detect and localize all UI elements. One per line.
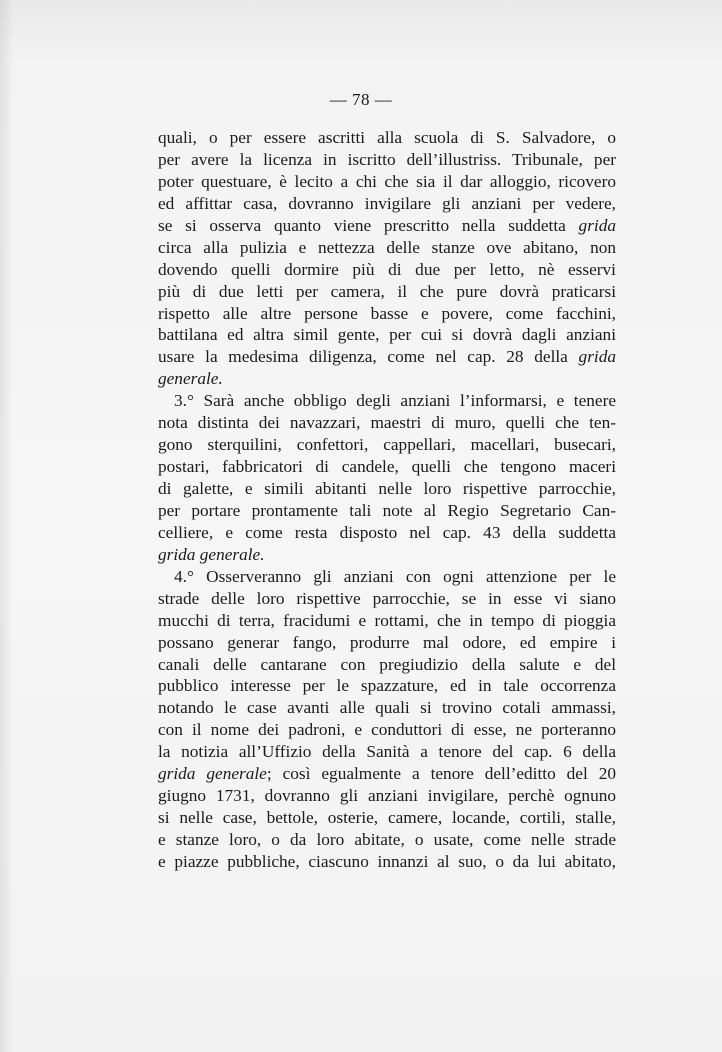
- text-segment: di galette, e simili abitanti nelle loro rispettive parrocchie,: [158, 479, 616, 498]
- text-segment: e piazze pubbliche, ciascuno innanzi al suo, o da lui abitato,: [158, 851, 616, 871]
- text-segment: con il nome dei padroni, e conduttori di esse, ne porteranno: [158, 720, 616, 740]
- text-line: [158, 807, 616, 829]
- text-line: [158, 785, 616, 807]
- text-segment: gono sterquilini, confettori, cappellari, macellari, busecari,: [158, 435, 616, 455]
- text-line: [158, 412, 616, 434]
- text-segment: 4.° Osserveranno gli anziani con ogni attenzione per le: [174, 566, 616, 586]
- text-line: [158, 237, 616, 259]
- text-segment: canali delle cantarane con pregiudizio della salute e del: [158, 654, 616, 674]
- text-segment: battilana ed altra simil gente, per cui si dovrà dagli anziani: [158, 325, 616, 345]
- italic-text: grida: [578, 215, 616, 235]
- text-line: [158, 697, 616, 719]
- text-line: [158, 346, 616, 368]
- text-line: [158, 390, 616, 412]
- page-edge-shadow: [0, 0, 14, 1052]
- text-line: [158, 675, 616, 697]
- text-line: [158, 127, 616, 149]
- text-line: [158, 324, 616, 346]
- text-segment: celliere, e come resta disposto nel cap. 43 della suddetta: [158, 522, 616, 542]
- page-number: — 78 —: [329, 90, 393, 109]
- text-segment: 3.° Sarà anche obbligo degli anziani l’informarsi, e tenere: [174, 391, 616, 411]
- text-line: [158, 610, 616, 632]
- text-segment: se si osserva quanto viene prescritto nella suddetta: [158, 215, 579, 235]
- text-line: [158, 500, 616, 522]
- text-segment: strade delle loro rispettive parrocchie, se in esse vi siano: [158, 588, 616, 608]
- text-segment: usare la medesima diligenza, come nel cap. 28 della: [158, 347, 579, 367]
- italic-text: grida generale: [158, 764, 267, 784]
- text-line: [158, 434, 616, 456]
- text-segment: mucchi di terra, fracidumi e rottami, che in tempo di pioggia: [158, 610, 616, 630]
- text-segment: rispetto alle altre persone basse e povere, come facchini,: [158, 303, 616, 323]
- text-line: [158, 281, 616, 303]
- text-segment: ed affittar casa, dovranno invigilare gli anziani per vedere,: [158, 193, 616, 213]
- text-line: [158, 741, 616, 763]
- text-segment: pubblico interesse per le spazzature, ed in tale occorrenza: [158, 676, 616, 696]
- text-line: [158, 149, 616, 171]
- text-segment: e stanze loro, o da loro abitate, o usate, come nelle strade: [158, 830, 616, 849]
- text-line: [158, 478, 616, 500]
- text-segment: per portare prontamente tali note al Regio Segretario Can-: [158, 500, 616, 520]
- text-line: [158, 259, 616, 281]
- body-text: [158, 127, 616, 873]
- text-segment: quali, o per essere ascritti alla scuola di S. Salvadore, o: [158, 128, 616, 147]
- text-segment: si nelle case, bettole, osterie, camere, locande, cortili, stalle,: [158, 808, 616, 828]
- text-line: [158, 632, 616, 654]
- text-segment: nota distinta dei navazzari, maestri di muro, quelli che ten-: [158, 413, 616, 433]
- text-line: [158, 851, 616, 873]
- text-segment: circa alla pulizia e nettezza delle stanze ove abitano, non: [158, 237, 616, 257]
- text-line: [158, 303, 616, 325]
- italic-text: generale.: [158, 369, 223, 389]
- text-segment: dovendo quelli dormire più di due per letto, nè esservi: [158, 259, 616, 279]
- text-segment: poter questuare, è lecito a chi che sia il dar alloggio, ricovero: [158, 171, 616, 191]
- text-line: [158, 456, 616, 478]
- text-line: [158, 171, 616, 193]
- text-segment: postari, fabbricatori di candele, quelli che tengono maceri: [158, 457, 616, 477]
- text-line: [158, 588, 616, 610]
- text-line: [158, 654, 616, 676]
- text-line: [158, 215, 616, 237]
- text-line: [158, 522, 616, 544]
- italic-text: grida generale.: [158, 544, 265, 564]
- text-segment: ; così egualmente a tenore dell’editto del 20: [266, 764, 617, 784]
- text-segment: più di due letti per camera, il che pure dovrà praticarsi: [158, 281, 616, 301]
- text-line: [158, 368, 616, 390]
- italic-text: grida: [578, 347, 616, 367]
- text-segment: possano generar fango, produrre mal odore, ed empire i: [158, 632, 616, 652]
- text-segment: giugno 1731, dovranno gli anziani invigilare, perchè ognuno: [158, 786, 616, 806]
- text-segment: per avere la licenza in iscritto dell’illustriss. Tribunale, per: [158, 149, 616, 169]
- text-line: [158, 829, 616, 851]
- text-segment: la notizia all’Uffizio della Sanità a tenore del cap. 6 della: [158, 742, 616, 762]
- text-segment: notando le case avanti alle quali si trovino cotali ammassi,: [158, 698, 616, 718]
- text-line: [158, 719, 616, 741]
- text-line: [158, 763, 616, 785]
- text-line: [158, 566, 616, 588]
- text-line: [158, 193, 616, 215]
- text-line: [158, 544, 616, 566]
